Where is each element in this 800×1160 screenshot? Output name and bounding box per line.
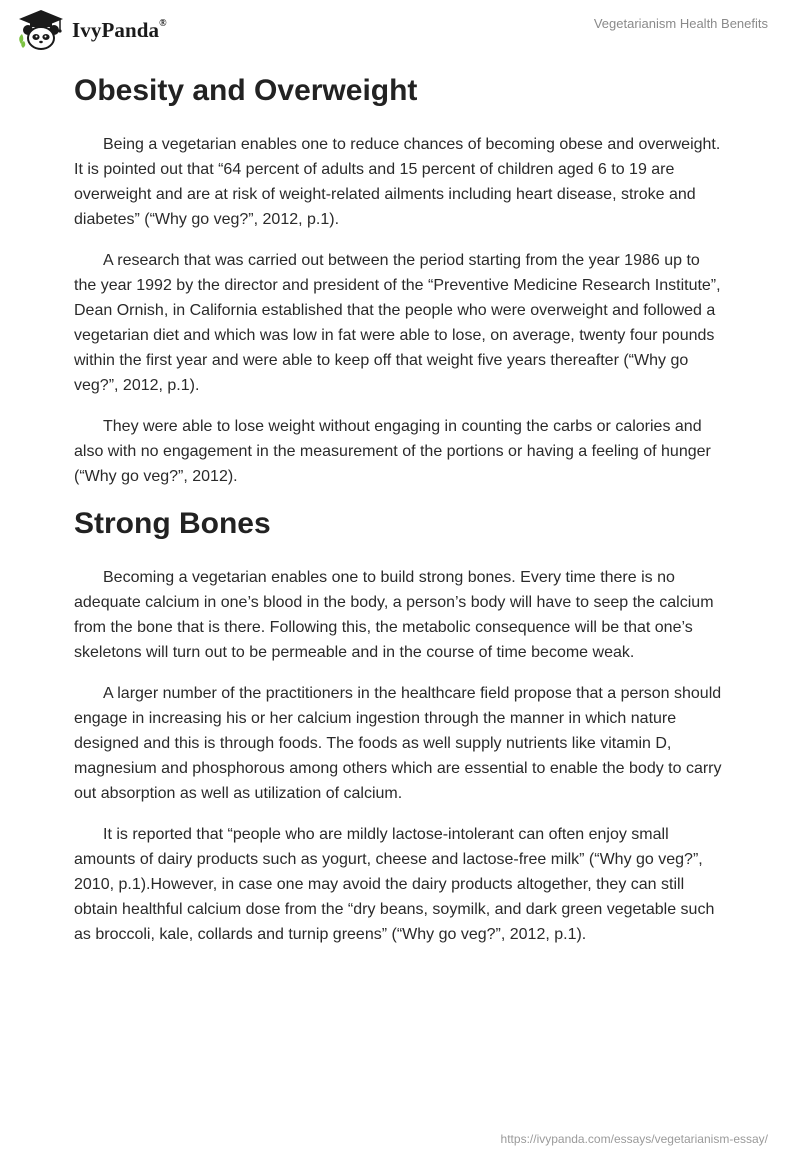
paragraph: Becoming a vegetarian enables one to build strong bones. Every time there is no adequate calcium in one’s blood in the body, a person’s body will have to seep the calcium from the bone that is there. Following this, the metabolic consequence will be that one’s skeletons will turn out to be permeable and in the course of time become weak. [74,569,714,661]
brand-name: IvyPanda® [72,17,167,42]
section-strong-bones-body [74,543,726,947]
essay-content [74,72,726,963]
panda-graduate-icon [16,8,66,52]
paragraph: It is reported that “people who are mildly lactose-intolerant can often enjoy small amounts of dairy products such as yogurt, cheese and lactose-free milk” (“Why go veg?”, 2010, p.1).However, in case one may avoid the dairy products altogether, they can still obtain healthful calcium dose from the “dry beans, soymilk, and dark green vegetable such as broccoli, kale, collards and turnip greens” (“Why go veg?”, 2012, p.1). [74,826,715,943]
section-heading-strong-bones: Strong Bones [74,507,271,540]
paragraph: A larger number of the practitioners in the healthcare field propose that a person should engage in increasing his or her calcium ingestion through the manner in which nature designed and this is through foods. The foods as well supply nutrients like vitamin D, magnesium and phosphorous among others which are essential to enable the body to carry out absorption as well as utilization of calcium. [74,685,722,802]
registered-mark: ® [159,17,167,29]
section-heading-obesity: Obesity and Overweight [74,74,418,107]
paragraph: They were able to lose weight without engaging in counting the carbs or calories and also with no engagement in the measurement of the portions or having a feeling of hunger (“Why go veg?”, 2012). [74,418,711,485]
document-running-title: Vegetarianism Health Benefits [593,16,768,31]
paragraph: A research that was carried out between the period starting from the year 1986 up to the year 1992 by the director and president of the “Preventive Medicine Research Institute”, Dean Ornish, in California established that the people who were overweight and followed a vegetarian diet and which was low in fat were able to lose, on average, twenty four pounds within the first year and were able to keep off that weight five years thereafter (“Why go veg?”, 2012, p.1). [74,252,721,394]
section-obesity-body [74,110,726,489]
source-url-link[interactable]: https://ivypanda.com/essays/vegetarianism-essay/ [500,1132,768,1146]
paragraph: Being a vegetarian enables one to reduce chances of becoming obese and overweight. It is pointed out that “64 percent of adults and 15 percent of children aged 6 to 19 are overweight and are at risk of weight-related ailments including heart disease, stroke and diabetes” (“Why go veg?”, 2012, p.1). [74,136,721,228]
page-header [0,0,800,64]
ivypanda-logo[interactable] [16,8,167,52]
